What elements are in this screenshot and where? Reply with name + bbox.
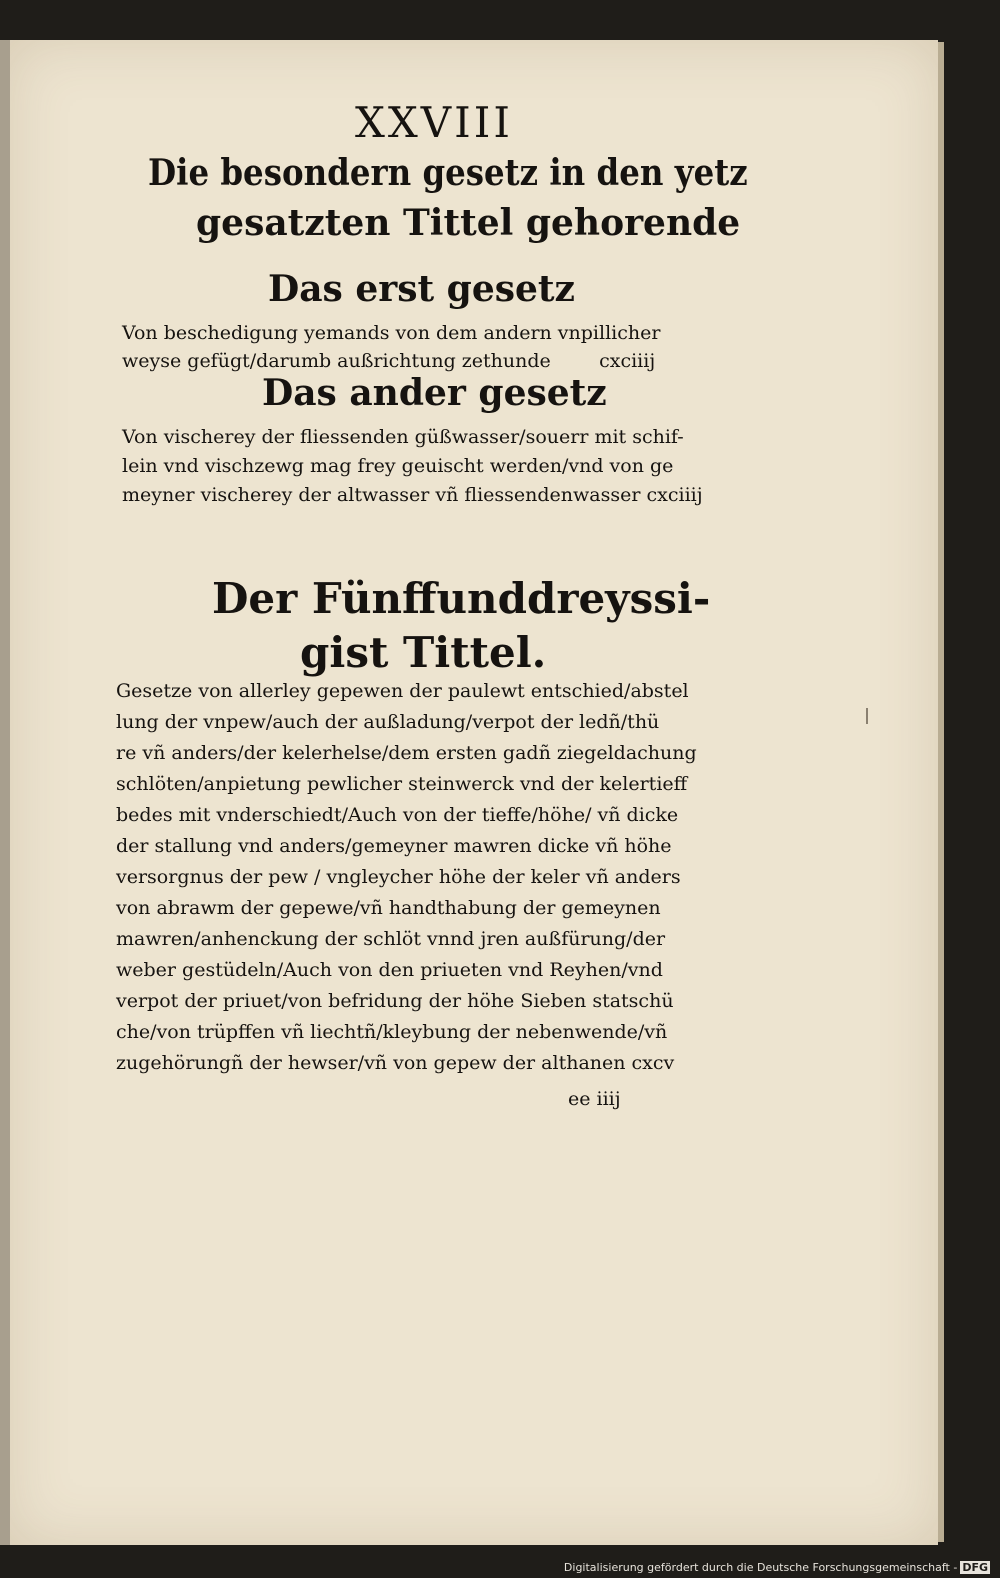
dfg-logo: DFG bbox=[962, 1561, 988, 1574]
heading-line-1: Die besondern gesetz in den yetz bbox=[148, 152, 748, 194]
body-line-5: bedes mit vnderschiedt/Auch von der tieffe/höhe/ vñ dicke bbox=[116, 804, 679, 826]
page-fore-edge bbox=[938, 42, 944, 1542]
body-line-2: lung der vnpew/auch der außladung/verpot der ledñ/thü bbox=[116, 711, 660, 733]
digitization-credit bbox=[564, 1561, 990, 1574]
body-line-3: re vñ anders/der kelerhelse/dem ersten gadñ ziegeldachung bbox=[116, 742, 697, 764]
main-title-line-1: Der Fünffunddreyssi- bbox=[212, 574, 711, 623]
section2-title: Das ander gesetz bbox=[262, 372, 607, 414]
margin-mark bbox=[866, 708, 868, 724]
heading-line-2: gesatzten Tittel gehorende bbox=[196, 202, 741, 244]
body-line-7: versorgnus der pew / vngleycher höhe der keler vñ anders bbox=[116, 866, 681, 888]
signature-mark: ee iiij bbox=[568, 1088, 621, 1110]
section1-line-2: weyse gefügt/darumb außrichtung zethunde cxciiij bbox=[122, 350, 656, 372]
body-line-8: von abrawm der gepewe/vñ handthabung der gemeynen bbox=[116, 897, 661, 919]
body-line-13: zugehörungñ der hewser/vñ von gepew der althanen cxcv bbox=[116, 1052, 675, 1074]
body-line-4: schlöten/anpietung pewlicher steinwerck vnd der kelertieff bbox=[116, 773, 688, 795]
folio-number: XXVIII bbox=[355, 98, 513, 147]
body-line-12: che/von trüpffen vñ liechtñ/kleybung der nebenwende/vñ bbox=[116, 1021, 668, 1043]
body-line-9: mawren/anhenckung der schlöt vnnd jren außfürung/der bbox=[116, 928, 666, 950]
section2-line-3: meyner vischerey der altwasser vñ fliessendenwasser cxciiij bbox=[122, 484, 703, 506]
main-title-line-2: gist Tittel. bbox=[300, 628, 547, 677]
section2-line-2: lein vnd vischzewg mag frey geuischt werden/vnd von ge bbox=[122, 455, 674, 477]
body-line-10: weber gestüdeln/Auch von den priueten vnd Reyhen/vnd bbox=[116, 959, 663, 981]
body-line-11: verpot der priuet/von befridung der höhe Sieben statschü bbox=[116, 990, 674, 1012]
body-line-1: Gesetze von allerley gepewen der paulewt entschied/abstel bbox=[116, 680, 689, 702]
adjacent-leaf-edge bbox=[0, 40, 10, 1545]
section1-title: Das erst gesetz bbox=[268, 268, 575, 310]
body-line-6: der stallung vnd anders/gemeyner mawren dicke vñ höhe bbox=[116, 835, 672, 857]
section1-line-1: Von beschedigung yemands von dem andern vnpillicher bbox=[122, 322, 661, 344]
section2-line-1: Von vischerey der fliessenden güßwasser/souerr mit schif- bbox=[122, 426, 684, 448]
credit-text: Digitalisierung gefördert durch die Deutsche Forschungsgemeinschaft - bbox=[563, 1561, 958, 1574]
